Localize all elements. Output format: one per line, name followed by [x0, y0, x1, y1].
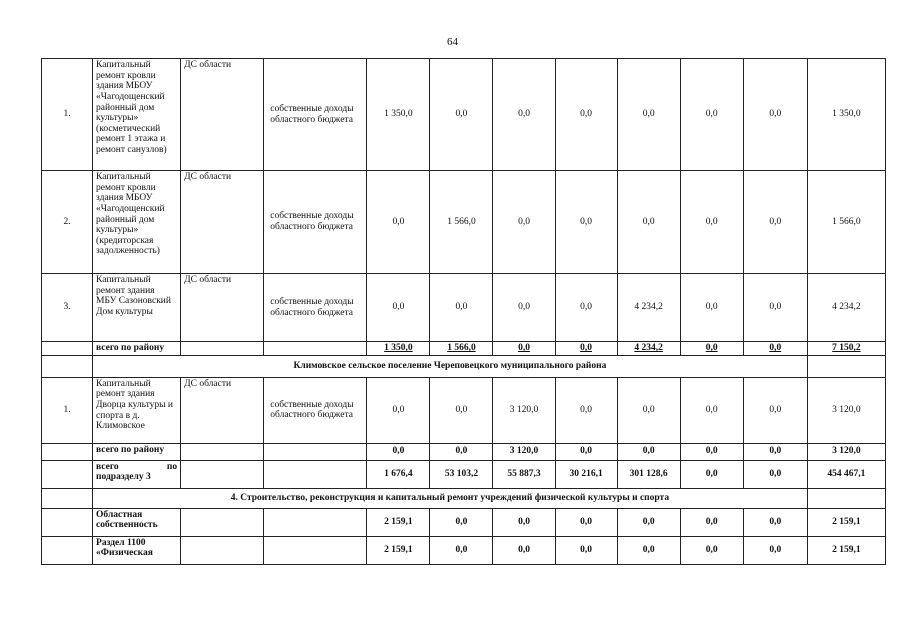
responsible-cell: ДС области — [181, 377, 264, 443]
value-cell: 0,0 — [680, 508, 743, 536]
value-cell: 0,0 — [555, 508, 617, 536]
value-cell: 2 159,1 — [807, 508, 885, 536]
empty-cell — [42, 460, 93, 488]
value-cell: 0,0 — [680, 377, 743, 443]
total-label-cell: всего по району — [93, 342, 181, 356]
value-cell: 0,0 — [430, 536, 493, 564]
row-number-cell: 2. — [42, 171, 93, 274]
table-row — [42, 508, 886, 536]
value-cell: 0,0 — [430, 274, 493, 342]
total-value-cell: 1 566,0 — [430, 342, 493, 356]
total-row — [42, 342, 886, 356]
budget-table — [41, 58, 886, 565]
total-value-cell: 1 676,4 — [367, 460, 430, 488]
table-row — [42, 274, 886, 342]
empty-cell — [42, 342, 93, 356]
empty-cell — [181, 460, 264, 488]
empty-cell — [807, 355, 885, 377]
section-heading-row — [42, 355, 886, 377]
value-cell: 0,0 — [680, 536, 743, 564]
object-name-cell: Капитальный ремонт кровли здания МБОУ «Чагодощенский районный дом культуры» (кредиторская задолженность) — [93, 171, 181, 274]
value-cell: 0,0 — [493, 59, 555, 171]
total-label-cell: всего по подразделу 3 — [93, 460, 181, 488]
value-cell: 0,0 — [617, 377, 680, 443]
total-value-cell: 0,0 — [743, 342, 807, 356]
value-cell: 0,0 — [743, 59, 807, 171]
empty-cell — [42, 488, 93, 508]
total-value-cell: 0,0 — [555, 443, 617, 460]
empty-cell — [42, 355, 93, 377]
value-cell: 2 159,1 — [367, 536, 430, 564]
object-name-cell: Капитальный ремонт здания МБУ Сазоновский Дом культуры — [93, 274, 181, 342]
total-value-cell: 0,0 — [680, 460, 743, 488]
value-cell: 2 159,1 — [807, 536, 885, 564]
value-cell: 0,0 — [493, 508, 555, 536]
responsible-cell: ДС области — [181, 274, 264, 342]
object-name-cell: Капитальный ремонт здания Дворца культуры и спорта в д. Климовское — [93, 377, 181, 443]
page-number: 64 — [447, 36, 458, 48]
value-cell: 0,0 — [680, 171, 743, 274]
total-value-cell: 0,0 — [743, 443, 807, 460]
value-cell: 0,0 — [367, 274, 430, 342]
total-value-cell: 53 103,2 — [430, 460, 493, 488]
total-value-cell: 0,0 — [617, 443, 680, 460]
value-cell: 3 120,0 — [493, 377, 555, 443]
empty-cell — [264, 443, 367, 460]
value-cell: 4 234,2 — [617, 274, 680, 342]
value-cell: 0,0 — [743, 377, 807, 443]
total-value-cell: 0,0 — [555, 342, 617, 356]
value-cell: 1 350,0 — [807, 59, 885, 171]
total-value-cell: 0,0 — [430, 443, 493, 460]
empty-cell — [264, 342, 367, 356]
empty-cell — [181, 508, 264, 536]
funding-source-cell: собственные доходы областного бюджета — [264, 171, 367, 274]
value-cell: 0,0 — [493, 274, 555, 342]
section-heading-row — [42, 488, 886, 508]
value-cell: 3 120,0 — [807, 377, 885, 443]
row-number-cell: 1. — [42, 377, 93, 443]
value-cell: 0,0 — [367, 171, 430, 274]
section-heading: Климовское сельское поселение Череповецкого муниципального района — [93, 355, 808, 377]
empty-cell — [42, 443, 93, 460]
total-value-cell: 0,0 — [743, 460, 807, 488]
empty-cell — [181, 443, 264, 460]
total-row — [42, 460, 886, 488]
funding-source-cell: собственные доходы областного бюджета — [264, 377, 367, 443]
row-label-cell: Раздел 1100 «Физическая — [93, 536, 181, 564]
value-cell: 0,0 — [680, 274, 743, 342]
empty-cell — [807, 488, 885, 508]
total-value-cell: 454 467,1 — [807, 460, 885, 488]
value-cell: 0,0 — [617, 171, 680, 274]
responsible-cell: ДС области — [181, 59, 264, 171]
row-number-cell: 1. — [42, 59, 93, 171]
total-value-cell: 1 350,0 — [367, 342, 430, 356]
value-cell: 0,0 — [743, 171, 807, 274]
value-cell: 2 159,1 — [367, 508, 430, 536]
value-cell: 0,0 — [555, 59, 617, 171]
total-value-cell: 55 887,3 — [493, 460, 555, 488]
value-cell: 1 350,0 — [367, 59, 430, 171]
value-cell: 0,0 — [617, 536, 680, 564]
value-cell: 0,0 — [617, 508, 680, 536]
total-value-cell: 3 120,0 — [807, 443, 885, 460]
funding-source-cell: собственные доходы областного бюджета — [264, 274, 367, 342]
empty-cell — [181, 342, 264, 356]
table-row — [42, 377, 886, 443]
table-row — [42, 171, 886, 274]
empty-cell — [42, 536, 93, 564]
value-cell: 0,0 — [743, 274, 807, 342]
section-heading: 4. Строительство, реконструкция и капитальный ремонт учреждений физической культуры и спорта — [93, 488, 808, 508]
value-cell: 0,0 — [430, 59, 493, 171]
value-cell: 0,0 — [493, 536, 555, 564]
value-cell: 0,0 — [617, 59, 680, 171]
empty-cell — [264, 508, 367, 536]
empty-cell — [264, 460, 367, 488]
empty-cell — [181, 536, 264, 564]
value-cell: 0,0 — [555, 377, 617, 443]
object-name-cell: Капитальный ремонт кровли здания МБОУ «Чагодощенский районный дом культуры» (косметический ремонт 1 этажа и ремонт санузлов) — [93, 59, 181, 171]
value-cell: 0,0 — [430, 377, 493, 443]
row-label-cell: Областная собственность — [93, 508, 181, 536]
row-number-cell: 3. — [42, 274, 93, 342]
value-cell: 0,0 — [680, 59, 743, 171]
total-value-cell: 7 150,2 — [807, 342, 885, 356]
total-value-cell: 30 216,1 — [555, 460, 617, 488]
total-value-cell: 4 234,2 — [617, 342, 680, 356]
empty-cell — [264, 536, 367, 564]
total-value-cell: 3 120,0 — [493, 443, 555, 460]
total-value-cell: 0,0 — [680, 342, 743, 356]
value-cell: 1 566,0 — [430, 171, 493, 274]
table-row — [42, 59, 886, 171]
table-row — [42, 536, 886, 564]
table-body — [42, 59, 886, 565]
total-value-cell: 301 128,6 — [617, 460, 680, 488]
total-value-cell: 0,0 — [493, 342, 555, 356]
value-cell: 1 566,0 — [807, 171, 885, 274]
total-label-cell: всего по району — [93, 443, 181, 460]
value-cell: 4 234,2 — [807, 274, 885, 342]
responsible-cell: ДС области — [181, 171, 264, 274]
value-cell: 0,0 — [555, 536, 617, 564]
total-row — [42, 443, 886, 460]
empty-cell — [42, 508, 93, 536]
total-value-cell: 0,0 — [367, 443, 430, 460]
value-cell: 0,0 — [430, 508, 493, 536]
value-cell: 0,0 — [555, 171, 617, 274]
value-cell: 0,0 — [743, 508, 807, 536]
funding-source-cell: собственные доходы областного бюджета — [264, 59, 367, 171]
value-cell: 0,0 — [493, 171, 555, 274]
total-value-cell: 0,0 — [680, 443, 743, 460]
value-cell: 0,0 — [555, 274, 617, 342]
value-cell: 0,0 — [367, 377, 430, 443]
value-cell: 0,0 — [743, 536, 807, 564]
